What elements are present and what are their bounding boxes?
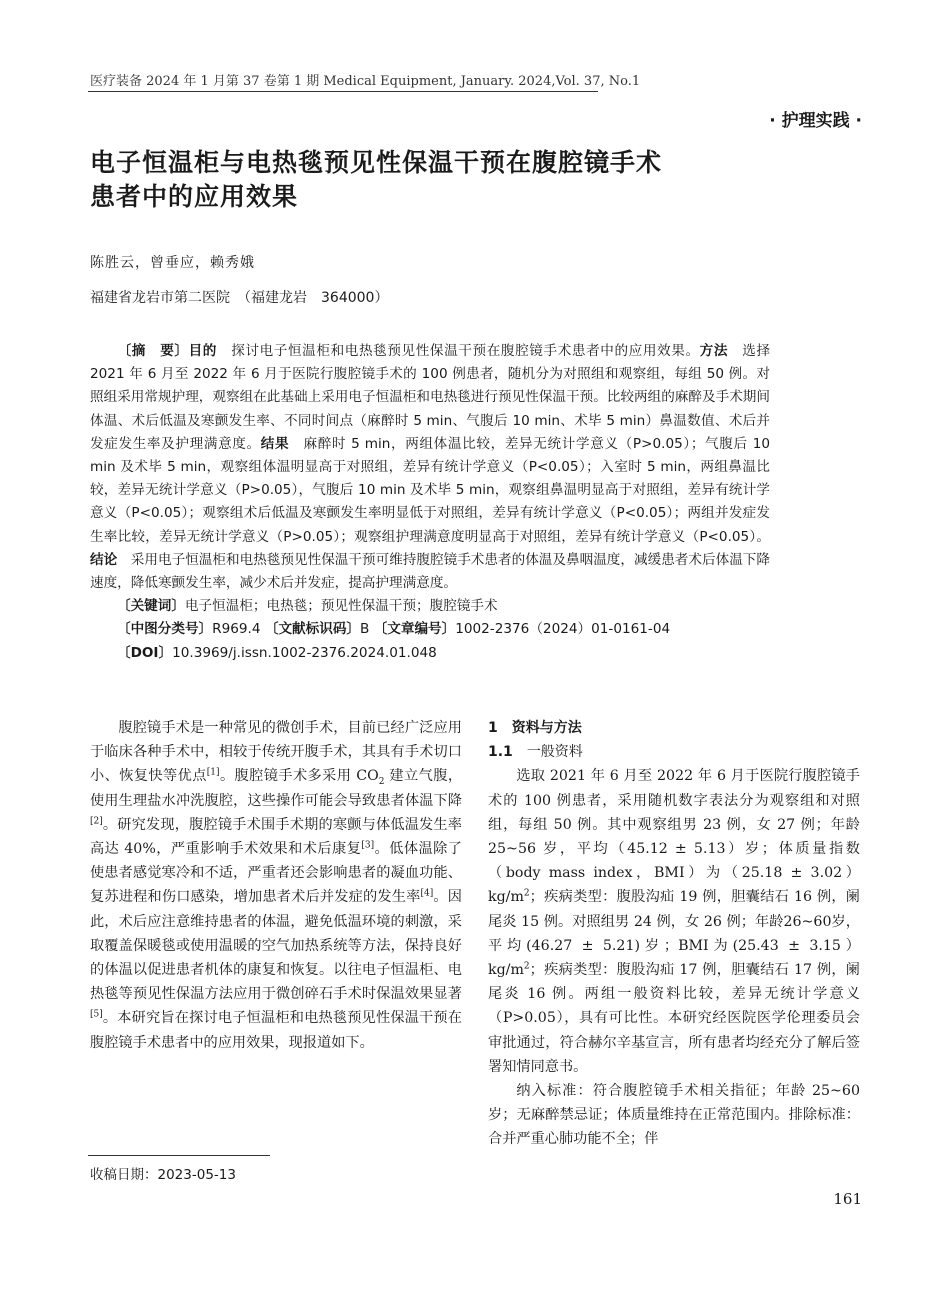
section-tag: · 护理实践 · [769, 111, 862, 131]
criteria-paragraph: 纳入标准：符合腹腔镜手术相关指征；年龄 25~60 岁；无麻醉禁忌证；体质量维持在正常范围内。排除标准：合并严重心肺功能不全；伴 [488, 1083, 860, 1148]
doc-code-label: 〔文献标识码〕 [264, 621, 361, 638]
methods-text: 选择 2021 年 6 月至 2022 年 6 月于医院行腹腔镜手术的 100 例患者，随机分为对照组和观察组，每组 50 例。对照组采用常规护理，观察组在此基础上采用电子恒温柜和电热毯进行预见性保温干预。比较两组的麻醉及手术期间体温、术后低温及寒颤发生率、不同时间点（麻醉时 5 min、气腹后 10 min、术毕 5 min）鼻温数值、术后并发症发生率及护理满意度。 [90, 343, 771, 452]
citation-5[interactable]: [5] [90, 1009, 103, 1020]
conclusion-text: 采用电子恒温柜和电热毯预见性保温干预可维持腹腔镜手术患者的体温及鼻咽温度，减缓患者术后体温下降速度，降低寒颤发生率，减少术后并发症，提高护理满意度。 [90, 551, 770, 592]
title-line-1: 电子恒温柜与电热毯预见性保温干预在腹腔镜手术 [90, 148, 663, 177]
results-label: 结果 [260, 435, 290, 452]
abstract [90, 340, 770, 665]
doc-code-value: B [360, 621, 370, 638]
unit-superscript: 2 [523, 888, 530, 899]
keywords-line [90, 595, 770, 618]
general-data-paragraph [488, 764, 860, 1079]
body-text: ；疾病类型：腹股沟疝 17 例，胆囊结石 17 例，阑尾炎 16 例。两组一般资料比较，差异无统计学意义（P>0.05），具有可比性。本研究经医院医学伦理委员会审批通过，符合赫尔辛基宣言，所有患者均经充分了解后签署知情同意书。 [488, 962, 860, 1075]
clc-value: R969.4 [212, 621, 261, 638]
article-title [90, 146, 810, 214]
intro-text: 建立气腹，使用生理盐水冲洗腹腔，这些操作可能会导致患者体温下降 [90, 768, 463, 809]
article-no-label: 〔文章编号〕 [373, 621, 456, 638]
citation-4[interactable]: [4] [420, 888, 434, 899]
body-text: 选取 2021 年 6 月至 2022 年 6 月于医院行腹腔镜手术的 100 例患者，采用随机数字表法分为观察组和对照组，每组 50 例。其中观察组男 23 例，女 27 例；年龄 25~56 岁，平均（45.12 ± 5.13）岁；体质量指数（body mass index，BMI）为（25.18 ± 3.02）kg/m [488, 768, 860, 906]
authors: 陈胜云，曾垂应，赖秀娥 [90, 255, 255, 271]
subsection-heading [488, 740, 860, 764]
subsection-number: 1.1 [488, 744, 513, 761]
objective-label: 目的 [188, 343, 217, 359]
intro-text: 。腹腔镜手术多采用 CO [219, 768, 379, 785]
results-text: 麻醉时 5 min，两组体温比较，差异无统计学意义（P>0.05）；气腹后 10 min 及术毕 5 min，观察组体温明显高于对照组，差异有统计学意义（P<0.05）；入室时 5 min，两组鼻温比较，差异无统计学意义（P>0.05），气腹后 10 min 及术毕 5 min，观察组鼻温明显高于对照组，差异有统计学意义（P<0.05）；观察组术后低温及寒颤发生率明显低于对照组，差异有统计学意义（P<0.05）；两组并发症发生率比较，差异无统计学意义（P>0.05）；观察组护理满意度明显高于对照组，差异有统计学意义（P<0.05）。 [90, 435, 770, 545]
intro-text: 。因此，术后应注意维持患者的体温，避免低温环境的刺激，采取覆盖保暖毯或使用温暖的空气加热系统等方法，保持良好的体温以促进患者机体的康复和恢复。以往电子恒温柜、电热毯等预见性保温方法应用于微创碎石手术时保温效果显著 [90, 889, 462, 1003]
title-line-2: 患者中的应用效果 [90, 182, 299, 211]
affiliation: 福建省龙岩市第二医院 （福建龙岩 364000） [90, 290, 389, 306]
citation-1[interactable]: [1] [206, 767, 220, 778]
classification-line [90, 618, 770, 641]
left-column [90, 716, 462, 1055]
objective-text: 探讨电子恒温柜和电热毯预见性保温干预在腹腔镜手术患者中的应用效果。 [217, 343, 700, 359]
doi-line [90, 642, 770, 665]
citation-2[interactable]: [2] [90, 816, 103, 827]
header-rule [88, 91, 598, 92]
co2-subscript: 2 [378, 777, 385, 788]
doi-label: 〔DOI〕 [117, 644, 173, 661]
doi-value[interactable]: 10.3969/j.issn.1002-2376.2024.01.048 [172, 644, 437, 661]
body-text: ；疾病类型：腹股沟疝 19 例，胆囊结石 16 例，阑尾炎 15 例。对照组男 24 例，女 26 例；年龄26~60岁，平均(46.27 ± 5.21)岁；BMI为(25.43 ± 3.15）kg/m [488, 889, 860, 979]
intro-text: 腹腔镜手术是一种常见的微创手术，目前已经广泛应用于临床各种手术中，相较于传统开腹手术，其具有手术切口小、恢复快等优点 [90, 720, 462, 785]
intro-text: 。低体温除了使患者感觉寒冷和不适，严重者还会影响患者的凝血功能、复苏进程和伤口感染，增加患者术后并发症的发生率 [90, 841, 462, 906]
citation-3[interactable]: [3] [361, 840, 375, 851]
conclusion-label: 结论 [90, 551, 118, 568]
keywords-label: 〔关键词〕 [117, 598, 185, 615]
abstract-label: 〔摘 要〕 [117, 343, 189, 359]
intro-paragraph [90, 716, 462, 1055]
footnote-rule [88, 1155, 270, 1156]
clc-label: 〔中图分类号〕 [117, 621, 213, 638]
subsection-title: 一般资料 [526, 744, 583, 761]
received-date: 收稿日期：2023-05-13 [90, 1167, 236, 1183]
page-number: 161 [833, 1190, 862, 1208]
running-header: 医疗装备 2024 年 1 月第 37 卷第 1 期 Medical Equipment, January. 2024,Vol. 37, No.1 [90, 74, 641, 89]
intro-text: 。本研究旨在探讨电子恒温柜和电热毯预见性保温干预在腹腔镜手术患者中的应用效果，现报道如下。 [90, 1010, 462, 1051]
keywords-text: 电子恒温柜；电热毯；预见性保温干预；腹腔镜手术 [184, 598, 498, 615]
article-no-value: 1002-2376（2024）01-0161-04 [455, 621, 671, 638]
intro-text: 。研究发现，腹腔镜手术围手术期的寒颤与体低温发生率高达 40%，严重影响手术效果和术后康复 [90, 816, 462, 858]
methods-label: 方法 [699, 343, 729, 359]
abstract-body [90, 340, 770, 595]
unit-superscript: 2 [523, 961, 530, 972]
section-heading: 1 资料与方法 [488, 720, 582, 736]
right-column [488, 716, 860, 1152]
